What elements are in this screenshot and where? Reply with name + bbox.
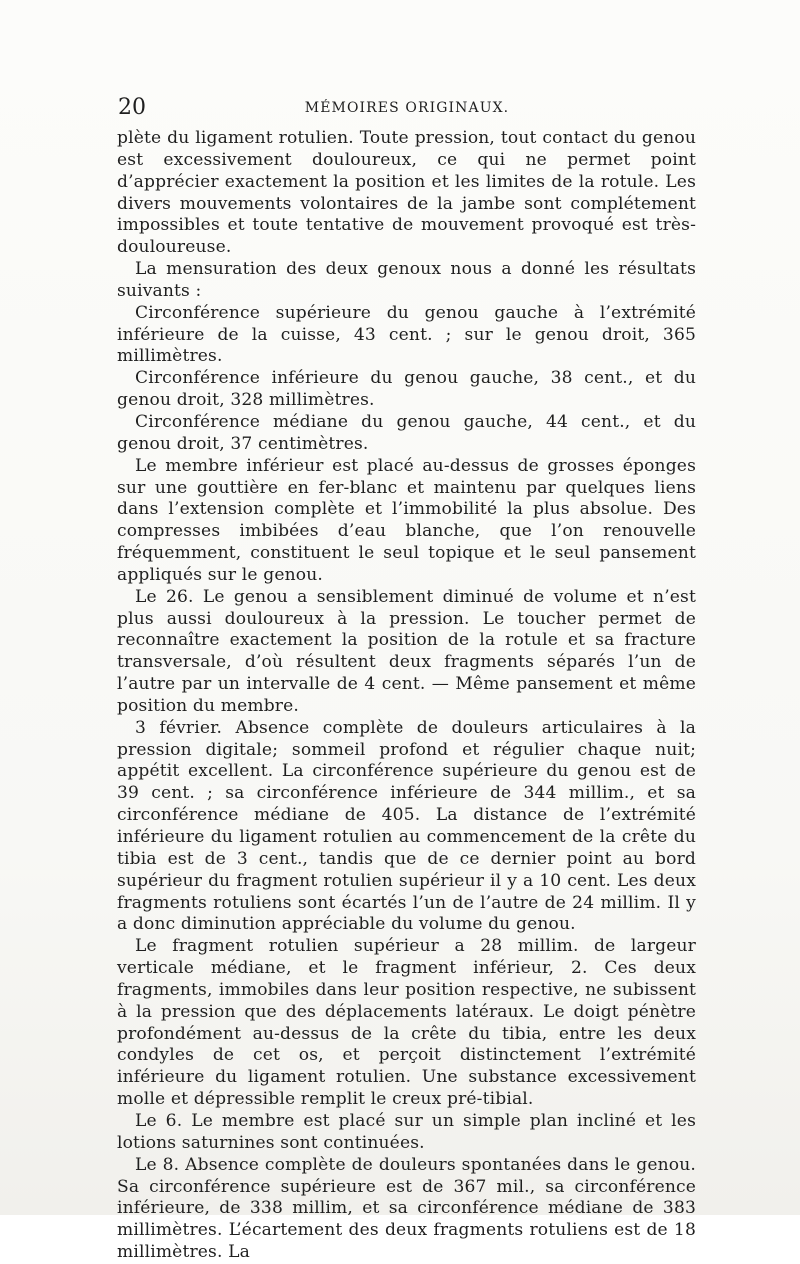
paragraph: plète du ligament rotulien. Toute pression, tout contact du genou est excessivement douloureux, ce qui ne permet point d’apprécier exactement la position et les limites de la rotule. Les divers mouvements volontaires de la jambe sont complétement impossibles et toute tentative de mouvement provoqué est très-douloureuse. (117, 128, 696, 258)
paragraph: Circonférence médiane du genou gauche, 44 cent., et du genou droit, 37 centimètres. (117, 411, 696, 454)
paragraph: La mensuration des deux genoux nous a donné les résultats suivants : (117, 259, 696, 301)
paragraph: 3 février. Absence complète de douleurs articulaires à la pression digitale; sommeil profond et régulier chaque nuit; appétit excellent. La circonférence supérieure du genou est de 39 cent. ; sa circonférence inférieure de 344 millim., et sa circonférence médiane de 405. La distance de l’extrémité inférieure du ligament rotulien au commencement de la crête du tibia est de 3 cent., tandis que de ce dernier point au bord supérieur du fragment rotulien supérieur il y a 10 cent. Les deux fragments rotuliens sont écartés l’un de l’autre de 24 millim. Il y a donc diminution appréciable du volume du genou. (117, 717, 696, 935)
paragraph: Le fragment rotulien supérieur a 28 millim. de largeur verticale médiane, et le fragment inférieur, 2. Ces deux fragments, immobiles dans leur position respective, ne subissent à la pression que des déplacements latéraux. Le doigt pénètre profondément au-dessus de la crête du tibia, entre les deux condyles de cet os, et perçoit distinctement l’extrémité inférieure du ligament rotulien. Une substance excessivement molle et dépressible remplit le creux pré-tibial. (117, 936, 696, 1110)
paragraph: Circonférence supérieure du genou gauche à l’extrémité inférieure de la cuisse, 43 cent. ; sur le genou droit, 365 millimètres. (117, 302, 696, 367)
paragraph: Le membre inférieur est placé au-dessus de grosses éponges sur une gouttière en fer-blanc et maintenu par quelques liens dans l’extension complète et l’immobilité la plus absolue. Des compresses imbibées d’eau blanche, que l’on renouvelle fréquemment, constituent le seul topique et le seul pansement appliqués sur le genou. (117, 455, 696, 585)
paragraph: Circonférence inférieure du genou gauche, 38 cent., et du genou droit, 328 millimètres. (117, 368, 696, 411)
body-text (117, 128, 696, 1264)
page-number: 20 (118, 95, 146, 120)
paragraph: Le 6. Le membre est placé sur un simple plan incliné et les lotions saturnines sont continuées. (117, 1110, 696, 1153)
running-title: MÉMOIRES ORIGINAUX. (304, 100, 510, 116)
paragraph: Le 8. Absence complète de douleurs spontanées dans le genou. Sa circonférence supérieure est de 367 mil., sa circonférence inférieure, de 338 millim, et sa circonférence médiane de 383 millimètres. L’écartement des deux fragments rotuliens est de 18 millimètres. La (117, 1154, 696, 1263)
page-header (118, 96, 696, 120)
paragraph: Le 26. Le genou a sensiblement diminué de volume et n’est plus aussi douloureux à la pression. Le toucher permet de reconnaître exactement la position de la rotule et sa fracture transversale, d’où résultent deux fragments séparés l’un de l’autre par un intervalle de 4 cent. — Même pansement et même position du membre. (117, 586, 696, 716)
